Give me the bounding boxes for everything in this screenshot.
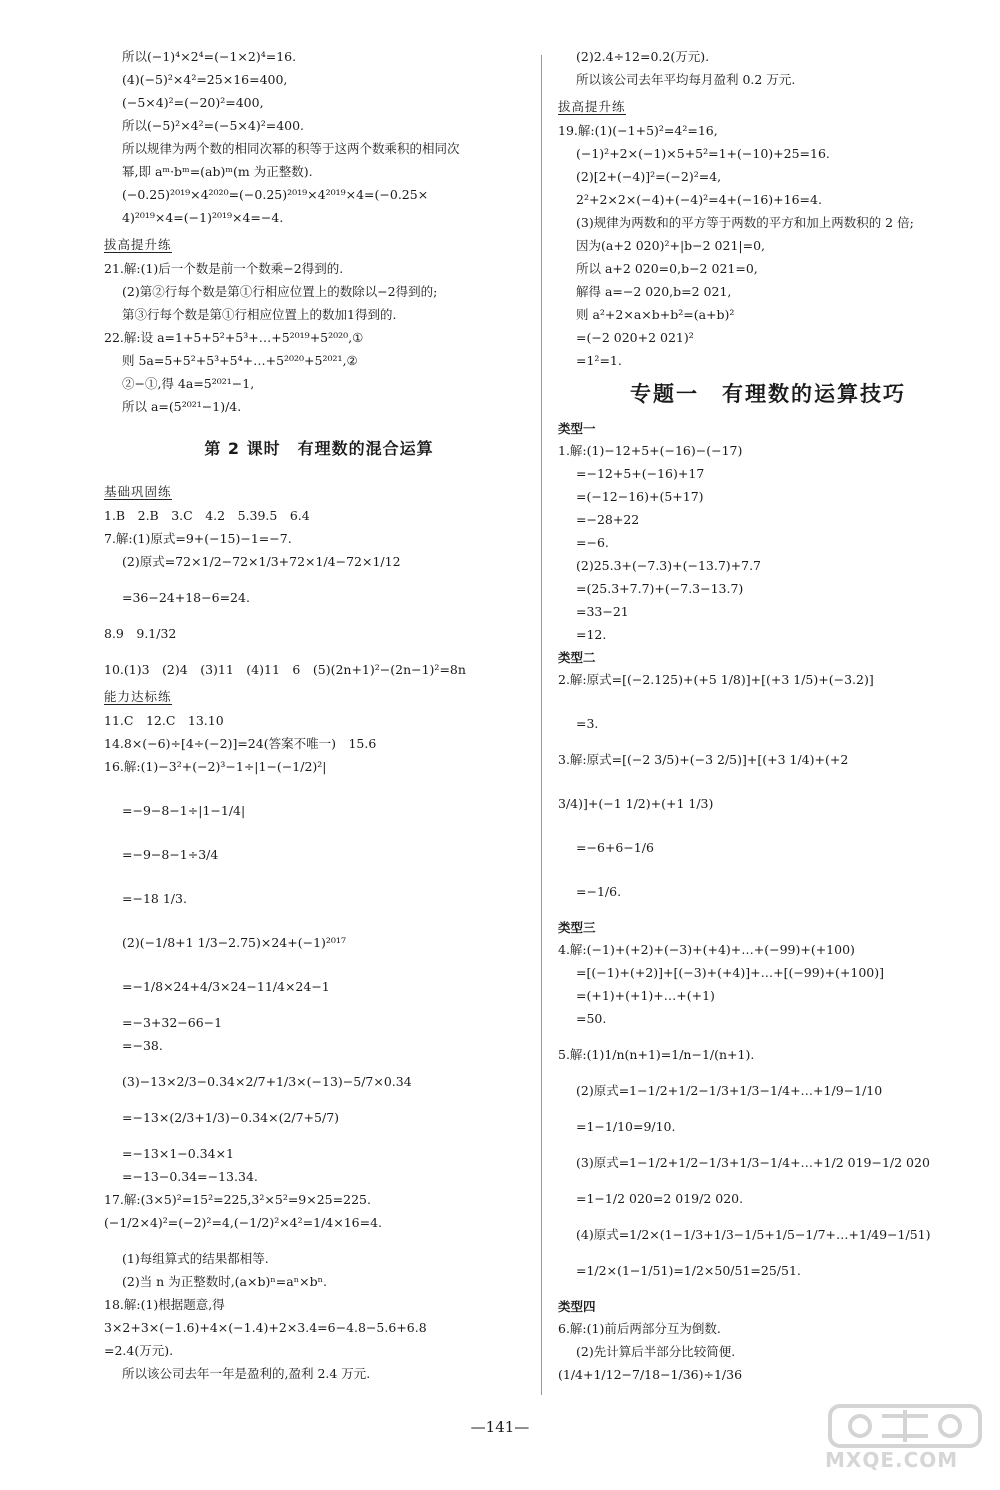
text-line: =−12+5+(−16)+17 xyxy=(576,466,705,481)
text-line: =−18 1/3. xyxy=(122,891,187,906)
text-line: =12. xyxy=(576,627,607,642)
text-line: (2)原式=1−1/2+1/2−1/3+1/3−1/4+…+1/9−1/10 xyxy=(576,1083,883,1098)
text-line: =(−12−16)+(5+17) xyxy=(576,489,704,504)
text-line: 所以 a=(5²⁰²¹−1)/4. xyxy=(122,399,242,414)
text-line: =3. xyxy=(576,716,599,731)
text-line: (2)先计算后半部分比较简便. xyxy=(576,1344,736,1359)
watermark-text: MXQE.COM xyxy=(825,1448,959,1472)
text-line: 18.解:(1)根据题意,得 xyxy=(104,1297,225,1312)
right-column xyxy=(558,50,978,1391)
text-line: (2)第②行每个数是第①行相应位置上的数除以−2得到的; xyxy=(122,284,438,299)
text-line: 2²+2×2×(−4)+(−4)²=4+(−16)+16=4. xyxy=(576,192,822,207)
text-line: 1.B 2.B 3.C 4.2 5.39.5 6.4 xyxy=(104,508,310,523)
text-line: 22.解:设 a=1+5+5²+5³+…+5²⁰¹⁹+5²⁰²⁰,① xyxy=(104,330,364,345)
lesson-heading: 第 2 课时 有理数的混合运算 xyxy=(204,439,434,458)
section-label: 拔高提升练 xyxy=(558,99,626,114)
text-line: =−13×1−0.34×1 xyxy=(122,1146,235,1161)
text-line: (2)当 n 为正整数时,(a×b)ⁿ=aⁿ×bⁿ. xyxy=(122,1274,327,1289)
text-line: 所以(−5)²×4²=(−5×4)²=400. xyxy=(122,118,305,133)
text-line: 3.解:原式=[(−2 3/5)+(−3 2/5)]+[(+3 1/4)+(+2 xyxy=(558,752,849,767)
text-line: =1²=1. xyxy=(576,353,622,368)
text-line: 4)²⁰¹⁹×4=(−1)²⁰¹⁹×4=−4. xyxy=(122,210,284,225)
text-line: (3)规律为两数和的平方等于两数的平方和加上两数积的 2 倍; xyxy=(576,215,914,230)
text-line: =(+1)+(+1)+…+(+1) xyxy=(576,988,715,1003)
text-line: 幂,即 aᵐ·bᵐ=(ab)ᵐ(m 为正整数). xyxy=(122,164,313,179)
text-line: =−6. xyxy=(576,535,609,550)
text-line: 所以 a+2 020=0,b−2 021=0, xyxy=(576,261,758,276)
text-line: =−9−8−1÷3/4 xyxy=(122,847,219,862)
text-line: =(−2 020+2 021)² xyxy=(576,330,694,345)
text-line: 则 a²+2×a×b+b²=(a+b)² xyxy=(576,307,735,322)
type-label: 类型二 xyxy=(558,650,596,665)
text-line: 10.(1)3 (2)4 (3)11 (4)11 6 (5)(2n+1)²−(2n−1)²=8n xyxy=(104,662,466,677)
text-line: 14.8×(−6)÷[4÷(−2)]=24(答案不唯一) 15.6 xyxy=(104,736,377,751)
text-line: (4)原式=1/2×(1−1/3+1/3−1/5+1/5−1/7+…+1/49−1/51) xyxy=(576,1227,931,1242)
type-label: 类型四 xyxy=(558,1299,596,1314)
text-line: =−1/8×24+4/3×24−11/4×24−1 xyxy=(122,979,330,994)
text-line: =−6+6−1/6 xyxy=(576,840,654,855)
text-line: 17.解:(3×5)²=15²=225,3²×5²=9×25=225. xyxy=(104,1192,371,1207)
column-divider xyxy=(541,55,542,1395)
text-line: =−9−8−1÷|1−1/4| xyxy=(122,803,246,818)
text-line: 1.解:(1)−12+5+(−16)−(−17) xyxy=(558,443,743,458)
text-line: (2)(−1/8+1 1/3−2.75)×24+(−1)²⁰¹⁷ xyxy=(122,935,346,950)
text-line: =−28+22 xyxy=(576,512,640,527)
text-line: (4)(−5)²×4²=25×16=400, xyxy=(122,72,288,87)
text-line: 所以(−1)⁴×2⁴=(−1×2)⁴=16. xyxy=(122,49,297,64)
text-line: (3)原式=1−1/2+1/2−1/3+1/3−1/4+…+1/2 019−1/2 020 xyxy=(576,1155,930,1170)
text-line: 解得 a=−2 020,b=2 021, xyxy=(576,284,732,299)
text-line: (−1)²+2×(−1)×5+5²=1+(−10)+25=16. xyxy=(576,146,830,161)
text-line: 16.解:(1)−3²+(−2)³−1÷|1−(−1/2)²| xyxy=(104,759,327,774)
text-line: =−1/6. xyxy=(576,884,622,899)
text-line: (2)25.3+(−7.3)+(−13.7)+7.7 xyxy=(576,558,762,573)
text-line: =−13−0.34=−13.34. xyxy=(122,1169,258,1184)
text-line: =−13×(2/3+1/3)−0.34×(2/7+5/7) xyxy=(122,1110,340,1125)
text-line: 5.解:(1)1/n(n+1)=1/n−1/(n+1). xyxy=(558,1047,755,1062)
text-line: =−3+32−66−1 xyxy=(122,1015,223,1030)
text-line: =33−21 xyxy=(576,604,629,619)
text-line: 11.C 12.C 13.10 xyxy=(104,713,224,728)
text-line: 所以规律为两个数的相同次幂的积等于这两个数乘积的相同次 xyxy=(122,141,460,156)
text-line: =[(−1)+(+2)]+[(−3)+(+4)]+…+[(−99)+(+100)] xyxy=(576,965,885,980)
text-line: 6.解:(1)前后两部分互为倒数. xyxy=(558,1321,721,1336)
text-line: =(25.3+7.7)+(−7.3−13.7) xyxy=(576,581,744,596)
text-line: =1/2×(1−1/51)=1/2×50/51=25/51. xyxy=(576,1263,801,1278)
section-label: 能力达标练 xyxy=(104,689,172,704)
text-line: (3)−13×2/3−0.34×2/7+1/3×(−13)−5/7×0.34 xyxy=(122,1074,412,1089)
text-line: 8.9 9.1/32 xyxy=(104,626,177,641)
text-line: 所以该公司去年平均每月盈利 0.2 万元. xyxy=(576,72,796,87)
text-line: =36−24+18−6=24. xyxy=(122,590,250,605)
text-line: (2)原式=72×1/2−72×1/3+72×1/4−72×1/12 xyxy=(122,554,401,569)
type-label: 类型三 xyxy=(558,920,596,935)
text-line: 19.解:(1)(−1+5)²=4²=16, xyxy=(558,123,718,138)
text-line: =2.4(万元). xyxy=(104,1343,174,1358)
text-line: (2)[2+(−4)]²=(−2)²=4, xyxy=(576,169,722,184)
left-column xyxy=(104,50,534,1390)
text-line: ②−①,得 4a=5²⁰²¹−1, xyxy=(122,376,255,391)
text-line: 4.解:(−1)+(+2)+(−3)+(+4)+…+(−99)+(+100) xyxy=(558,942,855,957)
text-line: 2.解:原式=[(−2.125)+(+5 1/8)]+[(+3 1/5)+(−3.2)] xyxy=(558,672,874,687)
text-line: (−1/2×4)²=(−2)²=4,(−1/2)²×4²=1/4×16=4. xyxy=(104,1215,383,1230)
topic-heading: 专题一 有理数的运算技巧 xyxy=(630,382,906,406)
text-line: (1)每组算式的结果都相等. xyxy=(122,1251,269,1266)
text-line: (1/4+1/12−7/18−1/36)÷1/36 xyxy=(558,1367,743,1382)
text-line: 3/4)]+(−1 1/2)+(+1 1/3) xyxy=(558,796,714,811)
text-line: =−38. xyxy=(122,1038,163,1053)
section-label: 基础巩固练 xyxy=(104,484,172,499)
text-line: =1−1/2 020=2 019/2 020. xyxy=(576,1191,744,1206)
text-line: 第③行每个数是第①行相应位置上的数加1得到的. xyxy=(122,307,397,322)
section-label: 拔高提升练 xyxy=(104,237,172,252)
type-label: 类型一 xyxy=(558,421,596,436)
text-line: 3×2+3×(−1.6)+4×(−1.4)+2×3.4=6−4.8−5.6+6.8 xyxy=(104,1320,427,1335)
text-line: 7.解:(1)原式=9+(−15)−1=−7. xyxy=(104,531,292,546)
text-line: (2)2.4÷12=0.2(万元). xyxy=(576,49,710,64)
text-line: (−0.25)²⁰¹⁹×4²⁰²⁰=(−0.25)²⁰¹⁹×4²⁰¹⁹×4=(−0.25× xyxy=(122,187,429,202)
text-line: 所以该公司去年一年是盈利的,盈利 2.4 万元. xyxy=(122,1366,371,1381)
text-line: 因为(a+2 020)²+|b−2 021|=0, xyxy=(576,238,766,253)
text-line: 21.解:(1)后一个数是前一个数乘−2得到的. xyxy=(104,261,344,276)
text-line: =50. xyxy=(576,1011,607,1026)
text-line: 则 5a=5+5²+5³+5⁴+…+5²⁰²⁰+5²⁰²¹,② xyxy=(122,353,358,368)
page-number: —141— xyxy=(470,1418,530,1436)
text-line: (−5×4)²=(−20)²=400, xyxy=(122,95,264,110)
text-line: =1−1/10=9/10. xyxy=(576,1119,676,1134)
